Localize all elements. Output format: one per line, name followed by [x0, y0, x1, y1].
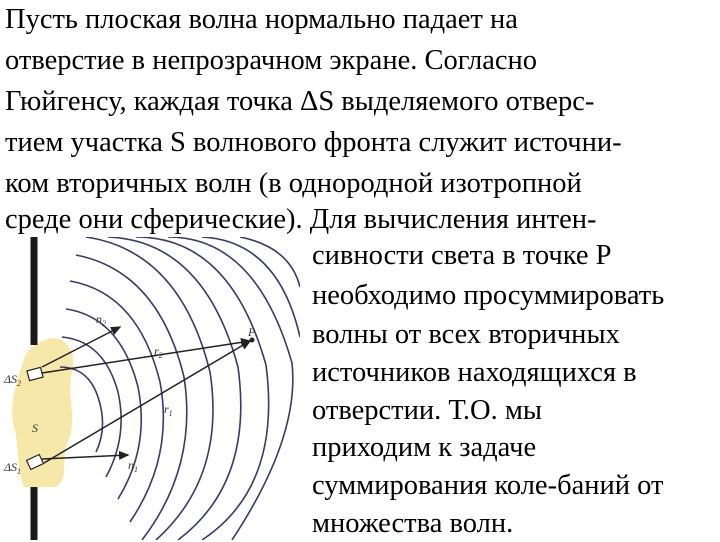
- label-p: P: [248, 325, 256, 339]
- text-line-6: среде они сферические). Для вычисления интен-: [5, 204, 597, 235]
- text-line-right-1: сивности света в точке P: [312, 240, 612, 271]
- text-line-right-6: приходим к задаче: [312, 432, 537, 463]
- text-line-3: Гюйгенсу, каждая точка ΔS выделяемого отверс-: [5, 86, 595, 117]
- aperture-region: [12, 338, 73, 487]
- label-s: S: [32, 421, 38, 435]
- text-line-right-8: множества волн.: [312, 508, 514, 539]
- text-line-1: Пусть плоская волна нормально падает на: [5, 4, 518, 35]
- text-line-5: ком вторичных волн (в однородной изотропной: [5, 168, 582, 199]
- text-line-2: отверстие в непрозрачном экране. Согласно: [5, 45, 538, 76]
- text-line-right-4: источников находящихся в: [312, 357, 637, 388]
- text-line-right-7: суммирования коле-баний от: [312, 470, 664, 501]
- text-line-right-5: отверстии. Т.О. мы: [312, 395, 543, 426]
- label-n1: $n_1$: [128, 458, 138, 474]
- label-r1: $r_1$: [164, 402, 173, 418]
- radius-r1-line: [44, 341, 250, 463]
- wavefront-arcs: [60, 237, 300, 540]
- label-r2: $r_2$: [154, 344, 163, 360]
- label-n2: $n_2$: [96, 312, 106, 328]
- text-line-right-2: необходимо просуммировать: [312, 280, 665, 311]
- text-line-right-3: волны от всех вторичных: [312, 319, 620, 350]
- radius-r2-line: [42, 341, 250, 373]
- text-line-4: тием участка S волнового фронта служит источни-: [5, 127, 622, 158]
- label-delta-s1: $\Delta S_1$: [4, 460, 22, 476]
- huygens-diagram: [0, 237, 300, 540]
- label-delta-s2: $\Delta S_2$: [4, 372, 22, 388]
